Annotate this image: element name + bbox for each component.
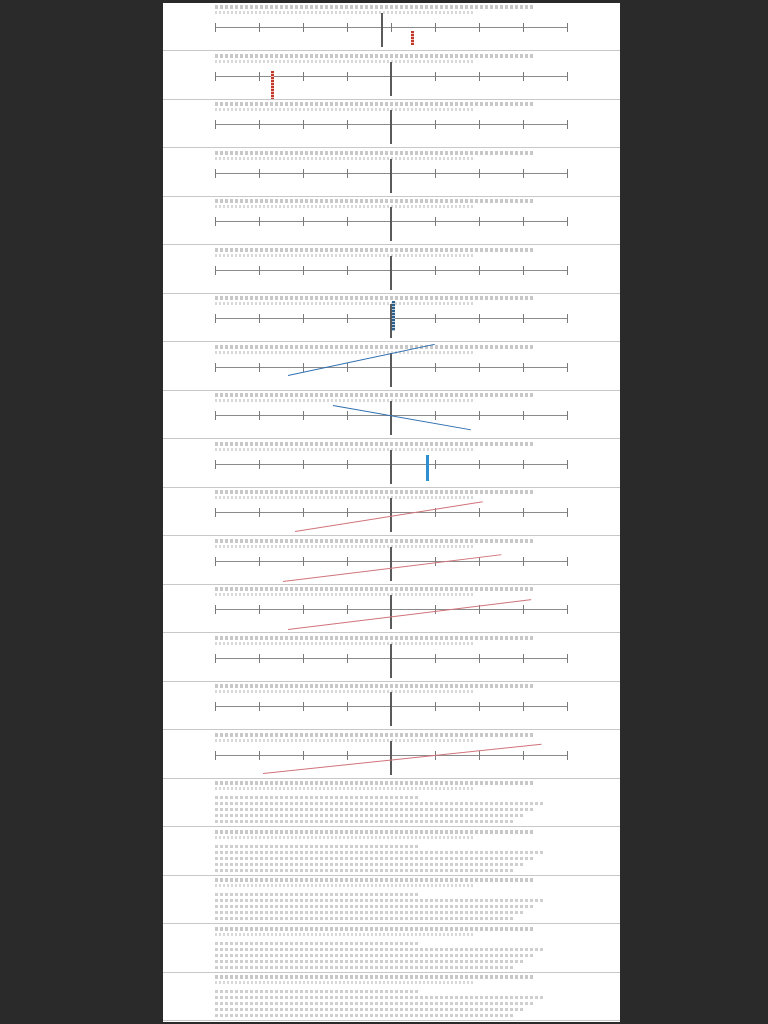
timeline-tick [435, 460, 436, 469]
timeline-tick [479, 217, 480, 226]
timeline-tick [523, 751, 524, 760]
current-marker [390, 353, 392, 387]
section-caption [215, 11, 475, 14]
timeline-tick [435, 120, 436, 129]
text-line [215, 990, 419, 993]
timeline-tick [347, 120, 348, 129]
timeline-tick [567, 508, 568, 517]
text-line [215, 899, 545, 902]
timeline-tick [347, 654, 348, 663]
timeline-tick [567, 72, 568, 81]
blue-stack-marker [392, 301, 395, 331]
document-section [163, 52, 620, 100]
section-heading [215, 490, 535, 494]
current-marker [390, 595, 392, 629]
timeline-tick [567, 23, 568, 32]
text-line [215, 996, 545, 999]
timeline-tick [259, 120, 260, 129]
text-block [215, 793, 555, 826]
timeline-tick [215, 169, 216, 178]
timeline-tick [303, 120, 304, 129]
section-caption [215, 642, 475, 645]
current-marker [390, 741, 392, 775]
timeline-tick [479, 169, 480, 178]
text-line [215, 1014, 514, 1017]
section-caption [215, 836, 475, 839]
text-line [215, 905, 535, 908]
text-line [215, 960, 524, 963]
text-line [215, 966, 514, 969]
current-marker [381, 13, 383, 47]
timeline-tick [347, 508, 348, 517]
timeline-tick [523, 120, 524, 129]
timeline-tick [259, 266, 260, 275]
document-section [163, 876, 620, 924]
timeline-tick [215, 314, 216, 323]
timeline-tick [215, 72, 216, 81]
document-section [163, 634, 620, 682]
current-marker [390, 159, 392, 193]
timeline-tick [523, 411, 524, 420]
timeline-tick [523, 654, 524, 663]
timeline-tick [523, 702, 524, 711]
text-block [215, 842, 555, 875]
section-heading [215, 781, 535, 785]
timeline-tick [567, 266, 568, 275]
section-caption [215, 108, 475, 111]
text-line [215, 954, 535, 957]
text-line [215, 796, 419, 799]
timeline-tick [259, 605, 260, 614]
text-block [215, 939, 555, 972]
section-caption [215, 60, 475, 63]
timeline-tick [479, 508, 480, 517]
timeline-tick [567, 169, 568, 178]
timeline-tick [347, 72, 348, 81]
timeline-tick [567, 217, 568, 226]
timeline-tick [567, 751, 568, 760]
timeline-tick [523, 605, 524, 614]
timeline-tick [215, 217, 216, 226]
section-caption [215, 690, 475, 693]
timeline-tick [479, 702, 480, 711]
section-caption [215, 302, 475, 305]
timeline-tick [479, 72, 480, 81]
timeline-tick [523, 363, 524, 372]
timeline-tick [479, 751, 480, 760]
timeline-tick [479, 120, 480, 129]
text-line [215, 808, 535, 811]
timeline-tick [435, 605, 436, 614]
timeline-tick [303, 266, 304, 275]
timeline-tick [435, 654, 436, 663]
red-stack-marker [411, 31, 414, 45]
timeline-tick [435, 72, 436, 81]
timeline-tick [479, 23, 480, 32]
timeline-tick [215, 654, 216, 663]
text-line [215, 1008, 524, 1011]
timeline-tick [259, 23, 260, 32]
section-heading [215, 102, 535, 106]
text-line [215, 1002, 535, 1005]
section-heading [215, 248, 535, 252]
timeline-tick [523, 314, 524, 323]
text-line [215, 893, 419, 896]
timeline-tick [347, 266, 348, 275]
document-section [163, 100, 620, 148]
document-section [163, 3, 620, 51]
section-heading [215, 442, 535, 446]
document-section [163, 537, 620, 585]
timeline-tick [303, 217, 304, 226]
document-section [163, 488, 620, 536]
timeline-tick [259, 751, 260, 760]
current-marker [390, 450, 392, 484]
timeline-tick [479, 266, 480, 275]
timeline-tick [347, 605, 348, 614]
timeline-tick [303, 314, 304, 323]
section-heading [215, 733, 535, 737]
section-caption [215, 399, 475, 402]
document-section [163, 828, 620, 876]
timeline-tick [347, 411, 348, 420]
timeline-tick [215, 557, 216, 566]
timeline-tick [215, 120, 216, 129]
section-heading [215, 684, 535, 688]
timeline-tick [347, 217, 348, 226]
timeline-tick [215, 23, 216, 32]
timeline-tick [523, 557, 524, 566]
timeline-tick [303, 557, 304, 566]
timeline-tick [259, 654, 260, 663]
current-marker [390, 110, 392, 144]
timeline-tick [215, 605, 216, 614]
timeline-tick [435, 557, 436, 566]
section-caption [215, 351, 475, 354]
timeline-tick [259, 508, 260, 517]
timeline-tick [347, 169, 348, 178]
timeline-tick [523, 217, 524, 226]
timeline-tick [303, 23, 304, 32]
timeline-tick [215, 751, 216, 760]
timeline-tick [259, 702, 260, 711]
document-page [163, 3, 620, 1022]
timeline-tick [215, 702, 216, 711]
timeline-tick [215, 411, 216, 420]
timeline-tick [215, 363, 216, 372]
timeline-tick [259, 411, 260, 420]
document-section [163, 246, 620, 294]
timeline-tick [391, 23, 392, 32]
timeline-tick [259, 314, 260, 323]
section-heading [215, 830, 535, 834]
timeline-tick [259, 72, 260, 81]
timeline-tick [479, 314, 480, 323]
section-caption [215, 157, 475, 160]
text-line [215, 845, 419, 848]
section-caption [215, 545, 475, 548]
text-line [215, 820, 514, 823]
section-caption [215, 254, 475, 257]
timeline-tick [303, 411, 304, 420]
text-block [215, 987, 555, 1020]
timeline-tick [435, 314, 436, 323]
timeline-tick [523, 72, 524, 81]
timeline-tick [347, 314, 348, 323]
timeline-tick [303, 605, 304, 614]
section-caption [215, 981, 475, 984]
section-heading [215, 151, 535, 155]
timeline-tick [567, 654, 568, 663]
timeline-tick [567, 411, 568, 420]
timeline-tick [435, 23, 436, 32]
timeline-tick [259, 460, 260, 469]
document-section [163, 440, 620, 488]
timeline-tick [435, 217, 436, 226]
document-section [163, 925, 620, 973]
section-heading [215, 345, 535, 349]
section-heading [215, 636, 535, 640]
timeline-tick [567, 460, 568, 469]
section-caption [215, 593, 475, 596]
section-heading [215, 878, 535, 882]
timeline-tick [215, 460, 216, 469]
section-caption [215, 787, 475, 790]
document-section [163, 779, 620, 827]
timeline-tick [523, 23, 524, 32]
red-stack-marker [271, 71, 274, 99]
timeline-tick [479, 654, 480, 663]
section-caption [215, 205, 475, 208]
timeline-tick [303, 72, 304, 81]
timeline-tick [567, 702, 568, 711]
text-line [215, 802, 545, 805]
timeline-tick [347, 751, 348, 760]
section-heading [215, 927, 535, 931]
timeline-tick [435, 363, 436, 372]
document-section [163, 973, 620, 1021]
timeline-tick [347, 23, 348, 32]
section-heading [215, 539, 535, 543]
timeline-tick [479, 460, 480, 469]
section-heading [215, 393, 535, 397]
timeline-tick [523, 460, 524, 469]
timeline-tick [435, 266, 436, 275]
current-marker [390, 692, 392, 726]
timeline-tick [303, 751, 304, 760]
section-caption [215, 933, 475, 936]
text-line [215, 917, 514, 920]
section-caption [215, 448, 475, 451]
timeline-tick [435, 411, 436, 420]
timeline-tick [303, 169, 304, 178]
timeline-tick [567, 605, 568, 614]
text-line [215, 857, 535, 860]
timeline-tick [347, 363, 348, 372]
timeline-tick [567, 363, 568, 372]
timeline-tick [523, 508, 524, 517]
timeline-tick [303, 363, 304, 372]
timeline-tick [347, 460, 348, 469]
section-heading [215, 54, 535, 58]
text-line [215, 851, 545, 854]
timeline-tick [523, 169, 524, 178]
current-marker [390, 401, 392, 435]
timeline-tick [347, 702, 348, 711]
timeline-tick [259, 363, 260, 372]
section-caption [215, 496, 475, 499]
blue-bar-marker [426, 455, 429, 481]
section-heading [215, 5, 535, 9]
timeline-tick [435, 702, 436, 711]
document-section [163, 149, 620, 197]
section-caption [215, 884, 475, 887]
timeline-tick [303, 508, 304, 517]
section-heading [215, 199, 535, 203]
timeline-tick [479, 411, 480, 420]
document-section [163, 197, 620, 245]
document-section [163, 731, 620, 779]
current-marker [390, 547, 392, 581]
text-line [215, 948, 545, 951]
text-line [215, 869, 514, 872]
current-marker [390, 62, 392, 96]
timeline-tick [215, 266, 216, 275]
timeline-tick [259, 557, 260, 566]
section-heading [215, 587, 535, 591]
section-caption [215, 739, 475, 742]
current-marker [390, 207, 392, 241]
timeline-tick [479, 363, 480, 372]
timeline-tick [567, 314, 568, 323]
section-heading [215, 975, 535, 979]
text-line [215, 863, 524, 866]
text-line [215, 911, 524, 914]
timeline-tick [303, 702, 304, 711]
timeline-tick [303, 654, 304, 663]
document-section [163, 682, 620, 730]
current-marker [390, 644, 392, 678]
text-line [215, 942, 419, 945]
document-section [163, 585, 620, 633]
timeline-tick [435, 169, 436, 178]
timeline-tick [215, 508, 216, 517]
text-line [215, 814, 524, 817]
section-heading [215, 296, 535, 300]
text-block [215, 890, 555, 923]
timeline-tick [259, 217, 260, 226]
timeline-tick [303, 460, 304, 469]
timeline-tick [259, 169, 260, 178]
current-marker [390, 256, 392, 290]
timeline-tick [567, 557, 568, 566]
timeline-tick [347, 557, 348, 566]
timeline-tick [523, 266, 524, 275]
timeline-tick [567, 120, 568, 129]
document-section [163, 343, 620, 391]
